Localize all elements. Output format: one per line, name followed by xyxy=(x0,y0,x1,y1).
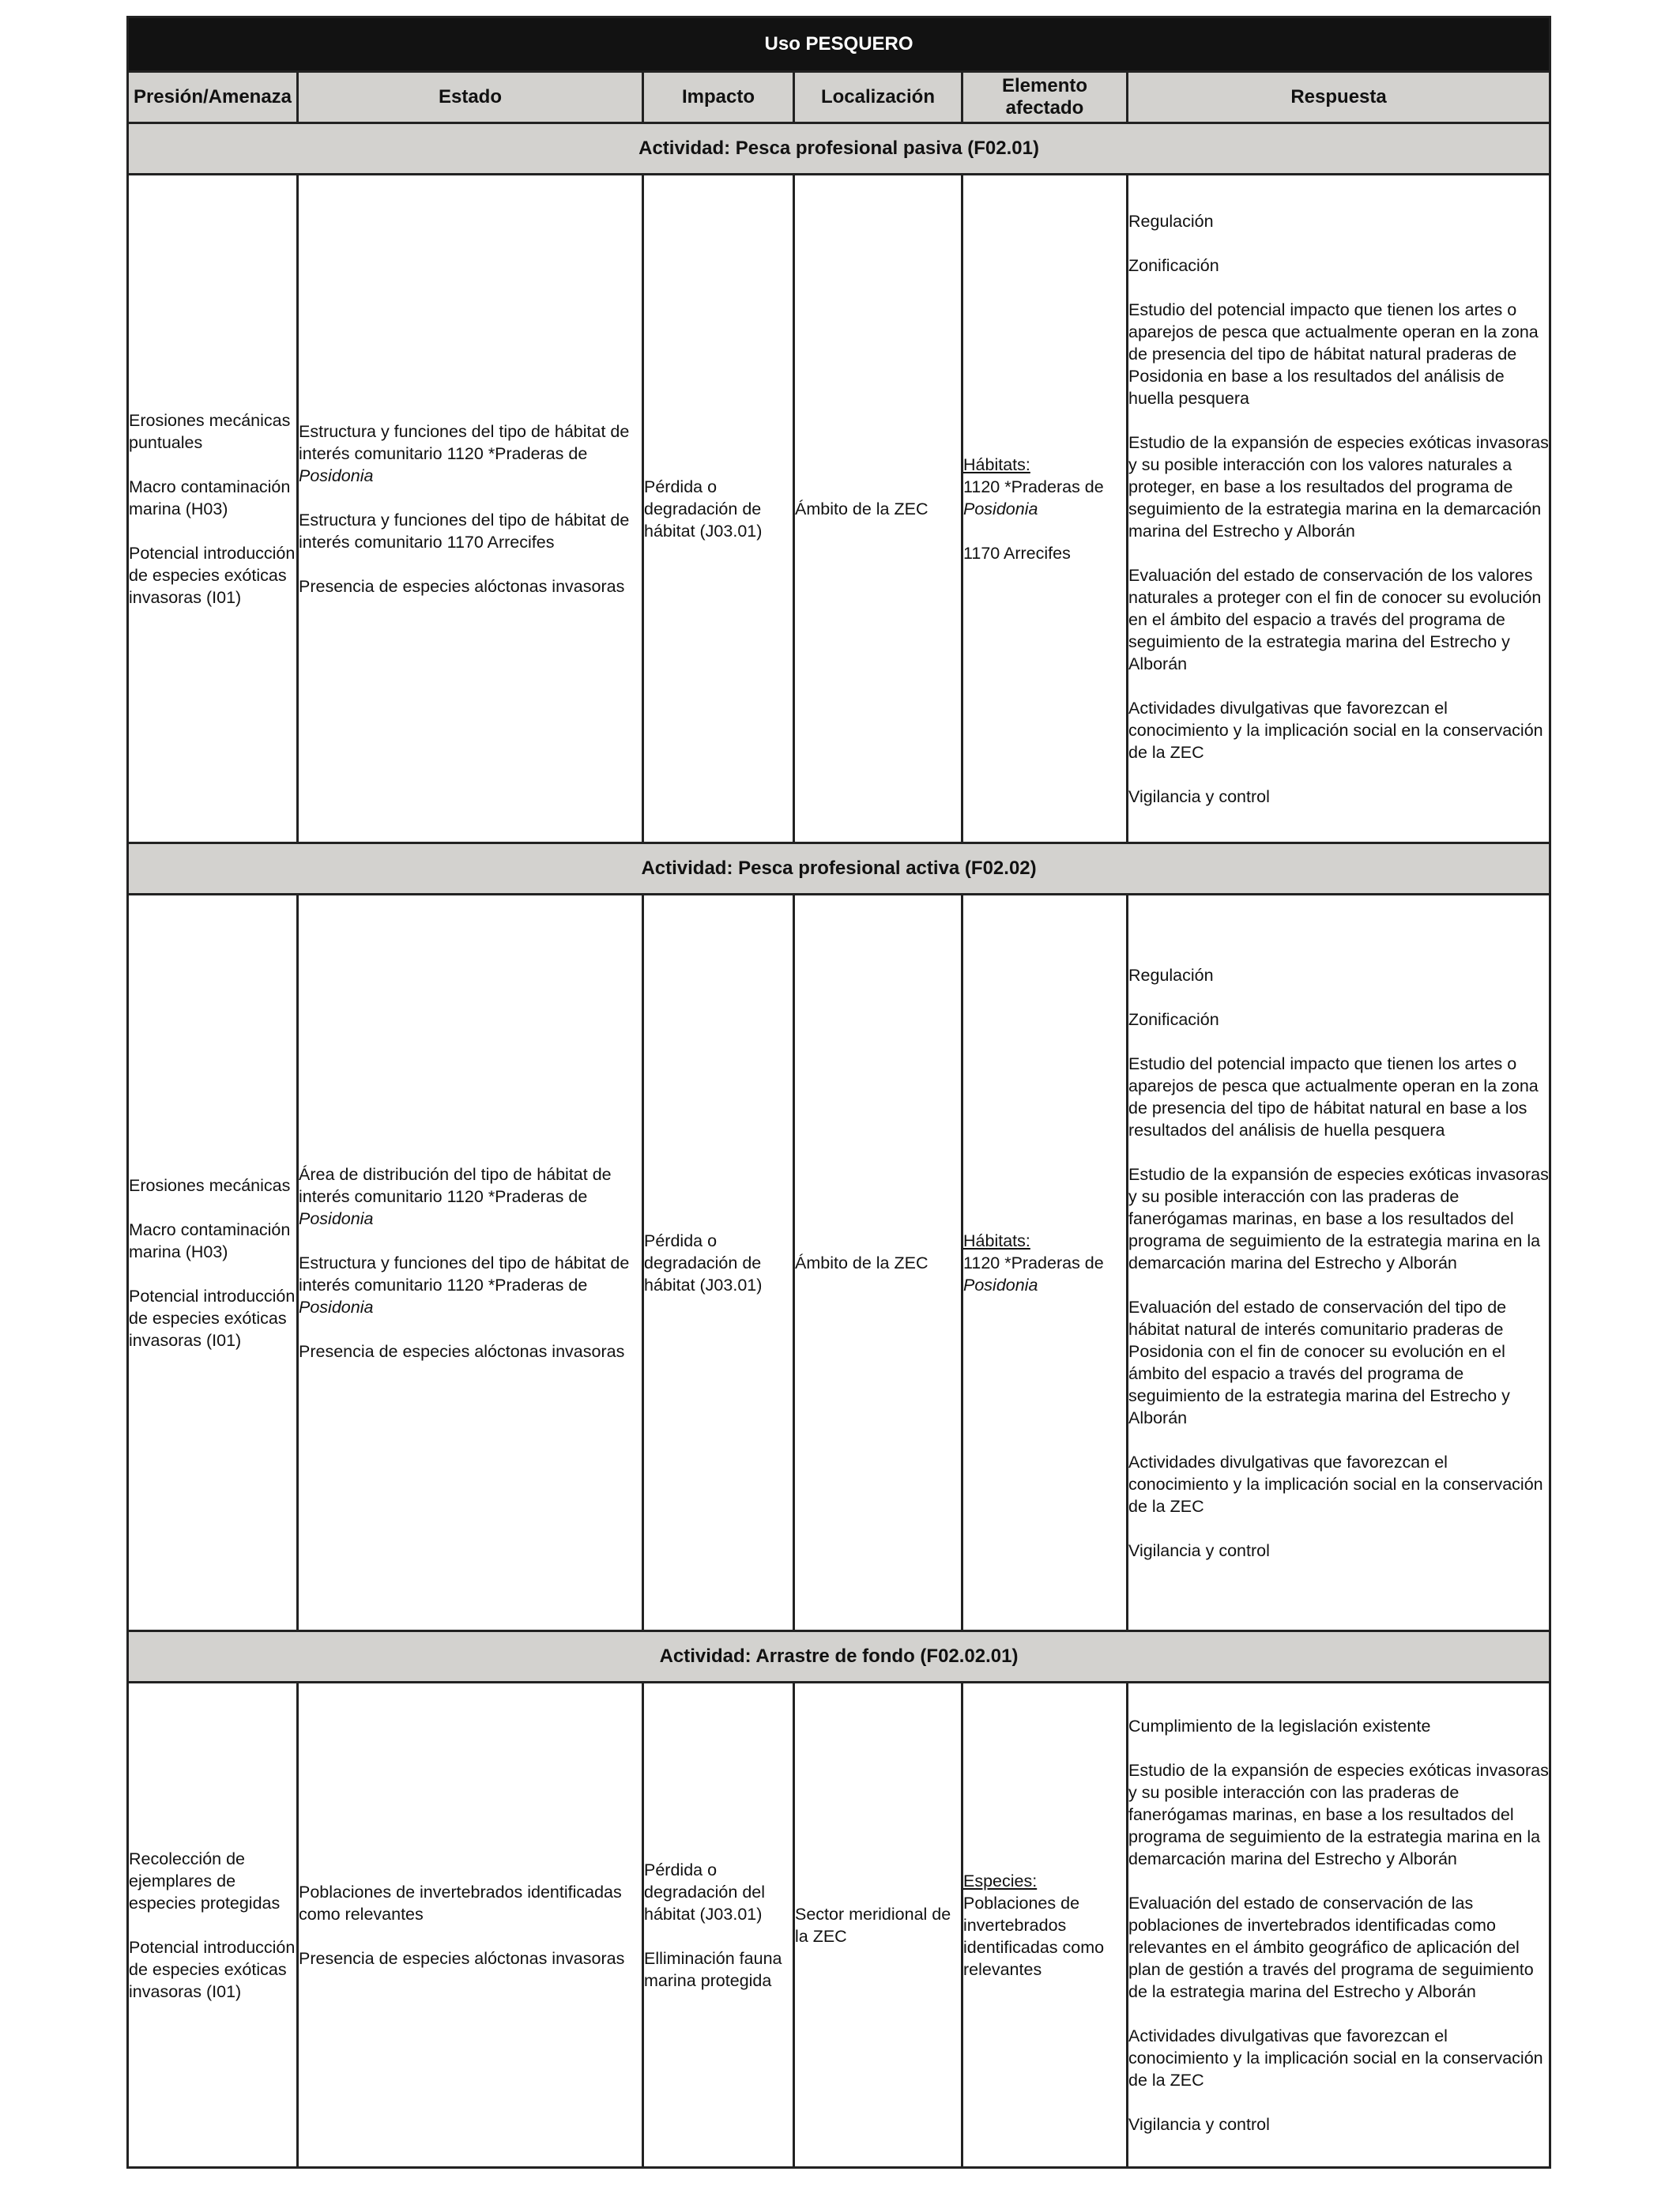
estado-item xyxy=(299,1163,642,1230)
header-presion: Presión/Amenaza xyxy=(128,72,298,123)
presion-cell xyxy=(128,1683,298,2168)
presion-item: Potencial introducción de especies exóticas invasoras (I01) xyxy=(129,1286,296,1350)
paragraph-gap xyxy=(299,1318,642,1340)
respuesta-item: Estudio del potencial impacto que tienen los artes o aparejos de pesca que actualmente operan en la zona de presencia del tipo de hábitat natural en base a los resultados del análisis de huella pesquera xyxy=(1128,1054,1539,1140)
paragraph-gap xyxy=(1128,409,1549,432)
estado-item-text: Presencia de especies alóctonas invasoras xyxy=(299,1948,625,1968)
elemento-label: Hábitats: xyxy=(963,1231,1030,1250)
estado-item xyxy=(299,1252,642,1318)
respuesta-item: Evaluación del estado de conservación del tipo de hábitat natural de interés comunitario praderas de Posidonia con el fin de conocer su evolución en el ámbito del espacio a través del programa de seguimiento de la estrategia marina del Estrecho y Alborán xyxy=(1128,1297,1510,1427)
presion-item: Erosiones mecánicas xyxy=(129,1175,291,1195)
impacto-cell xyxy=(643,175,794,843)
respuesta-cell xyxy=(1128,895,1550,1631)
estado-cell xyxy=(298,175,643,843)
header-elemento: Elemento afectado xyxy=(962,72,1128,123)
paragraph-gap xyxy=(129,454,296,476)
elemento-cell xyxy=(962,175,1128,843)
paragraph-gap xyxy=(1128,1031,1549,1053)
section-title: Actividad: Arrastre de fondo (F02.02.01) xyxy=(128,1631,1550,1683)
estado-item-text: Área de distribución del tipo de hábitat de interés comunitario 1120 *Praderas de xyxy=(299,1164,612,1206)
elemento-item-italic: Posidonia xyxy=(963,1275,1038,1295)
section-title: Actividad: Pesca profesional activa (F02.02) xyxy=(128,843,1550,895)
paragraph-gap xyxy=(1128,1429,1549,1451)
impacto-item: Pérdida o degradación de hábitat (J03.01) xyxy=(644,477,763,541)
respuesta-item: Vigilancia y control xyxy=(1128,786,1270,806)
respuesta-item: Zonificación xyxy=(1128,1009,1219,1029)
respuesta-item: Estudio de la expansión de especies exóticas invasoras y su posible interacción con las praderas de fanerógamas marinas, en base a los resultados del programa de seguimiento de la estrategia marina en la demarcación marina del Estrecho y Alborán xyxy=(1128,1760,1549,1868)
respuesta-item: Regulación xyxy=(1128,965,1214,985)
impacto-cell xyxy=(643,1683,794,2168)
header-estado: Estado xyxy=(298,72,643,123)
respuesta-item: Vigilancia y control xyxy=(1128,2114,1270,2134)
estado-cell xyxy=(298,895,643,1631)
estado-item xyxy=(299,575,642,598)
elemento-item-italic: Posidonia xyxy=(963,499,1038,518)
paragraph-gap xyxy=(1128,1517,1549,1540)
estado-item xyxy=(299,420,642,487)
paragraph-gap xyxy=(129,1197,296,1219)
respuesta-item: Actividades divulgativas que favorezcan el conocimiento y la implicación social en la conservación de la ZEC xyxy=(1128,2026,1543,2090)
estado-item xyxy=(299,1340,642,1363)
estado-item-text: Estructura y funciones del tipo de hábitat de interés comunitario 1120 *Praderas de xyxy=(299,421,630,463)
localizacion-cell xyxy=(794,175,962,843)
presion-item: Macro contaminación marina (H03) xyxy=(129,1220,291,1261)
respuesta-item: Actividades divulgativas que favorezcan el conocimiento y la implicación social en la conservación de la ZEC xyxy=(1128,1452,1543,1516)
data-row xyxy=(128,895,1550,1631)
respuesta-item: Evaluación del estado de conservación de los valores naturales a proteger con el fin de conocer su evolución en el ámbito del espacio a través del programa de seguimiento de la estrategia marina del Estrecho y Alborán xyxy=(1128,565,1542,673)
paragraph-gap xyxy=(1128,2091,1549,2113)
paragraph-gap xyxy=(1128,2003,1549,2025)
data-row xyxy=(128,1683,1550,2168)
elemento-item xyxy=(963,1252,1126,1296)
respuesta-item: Regulación xyxy=(1128,211,1214,231)
presion-item: Recolección de ejemplares de especies protegidas xyxy=(129,1849,281,1913)
paragraph-gap xyxy=(1128,1737,1549,1759)
paragraph-gap xyxy=(1128,232,1549,254)
elemento-cell xyxy=(962,895,1128,1631)
paragraph-gap xyxy=(644,1925,793,1947)
estado-item-italic: Posidonia xyxy=(299,466,374,485)
estado-cell xyxy=(298,1683,643,2168)
paragraph-gap xyxy=(1128,675,1549,697)
paragraph-gap xyxy=(1128,1141,1549,1163)
estado-item xyxy=(299,1947,642,1970)
paragraph-gap xyxy=(1128,763,1549,786)
header-respuesta: Respuesta xyxy=(1128,72,1550,123)
elemento-label: Hábitats: xyxy=(963,454,1030,474)
respuesta-item: Cumplimiento de la legislación existente xyxy=(1128,1716,1431,1736)
estado-item-italic: Posidonia xyxy=(299,1208,374,1228)
paragraph-gap xyxy=(129,1914,296,1936)
paragraph-gap xyxy=(299,487,642,509)
localizacion-item: Ámbito de la ZEC xyxy=(795,499,929,518)
localizacion-item: Sector meridional de la ZEC xyxy=(795,1904,951,1946)
impacto-item: Pérdida o degradación de hábitat (J03.01) xyxy=(644,1231,763,1295)
impacto-cell xyxy=(643,895,794,1631)
localizacion-cell xyxy=(794,895,962,1631)
paragraph-gap xyxy=(129,1263,296,1285)
header-localizacion: Localización xyxy=(794,72,962,123)
section-row xyxy=(128,1631,1550,1683)
paragraph-gap xyxy=(963,520,1126,542)
respuesta-item: Zonificación xyxy=(1128,255,1219,275)
estado-item-text: Presencia de especies alóctonas invasoras xyxy=(299,576,625,596)
header-impacto: Impacto xyxy=(643,72,794,123)
respuesta-item: Vigilancia y control xyxy=(1128,1540,1270,1560)
presion-item: Erosiones mecánicas puntuales xyxy=(129,410,291,452)
elemento-item-text: 1170 Arrecifes xyxy=(963,543,1071,563)
elemento-item-text: 1120 *Praderas de xyxy=(963,1253,1104,1272)
presion-item: Potencial introducción de especies exóticas invasoras (I01) xyxy=(129,1937,296,2001)
estado-item-text: Estructura y funciones del tipo de hábitat de interés comunitario 1120 *Praderas de xyxy=(299,1253,630,1295)
localizacion-cell xyxy=(794,1683,962,2168)
section-title: Actividad: Pesca profesional pasiva (F02.01) xyxy=(128,123,1550,175)
elemento-item xyxy=(963,542,1126,564)
paragraph-gap xyxy=(299,1230,642,1252)
respuesta-item: Estudio de la expansión de especies exóticas invasoras y su posible interacción con las praderas de fanerógamas marinas, en base a los resultados del programa de seguimiento de la estrategia marina en la demarcación marina del Estrecho y Alborán xyxy=(1128,1164,1549,1272)
respuesta-cell xyxy=(1128,1683,1550,2168)
elemento-item xyxy=(963,476,1126,520)
respuesta-item: Evaluación del estado de conservación de las poblaciones de invertebrados identificadas como relevantes en el ámbito geográfico de aplicación del plan de gestión a través del programa de seguimiento de la estrategia marina del Estrecho y Alborán xyxy=(1128,1893,1534,2001)
respuesta-item: Actividades divulgativas que favorezcan el conocimiento y la implicación social en la conservación de la ZEC xyxy=(1128,698,1543,762)
elemento-item-text: Poblaciones de invertebrados identificadas como relevantes xyxy=(963,1893,1105,1979)
paragraph-gap xyxy=(1128,1870,1549,1892)
paragraph-gap xyxy=(1128,542,1549,564)
localizacion-item: Ámbito de la ZEC xyxy=(795,1253,929,1272)
elemento-label: Especies: xyxy=(963,1871,1038,1891)
estado-item-text: Estructura y funciones del tipo de hábitat de interés comunitario 1170 Arrecifes xyxy=(299,510,630,552)
presion-cell xyxy=(128,895,298,1631)
estado-item-italic: Posidonia xyxy=(299,1297,374,1317)
impacto-item: Elliminación fauna marina protegida xyxy=(644,1948,782,1990)
presion-cell xyxy=(128,175,298,843)
estado-item-text: Poblaciones de invertebrados identificadas como relevantes xyxy=(299,1882,622,1924)
data-row xyxy=(128,175,1550,843)
paragraph-gap xyxy=(1128,1274,1549,1296)
respuesta-cell xyxy=(1128,175,1550,843)
estado-item xyxy=(299,1881,642,1925)
table-title: Uso PESQUERO xyxy=(128,17,1550,72)
section-row xyxy=(128,123,1550,175)
estado-item-text: Presencia de especies alóctonas invasoras xyxy=(299,1341,625,1361)
presion-item: Potencial introducción de especies exóticas invasoras (I01) xyxy=(129,543,296,607)
paragraph-gap xyxy=(299,553,642,575)
elemento-item xyxy=(963,1892,1126,1981)
respuesta-item: Estudio de la expansión de especies exóticas invasoras y su posible interacción con los valores naturales a proteger, en base a los resultados del programa de seguimiento de la estrategia marina en la demarcación marina del Estrecho y Alborán xyxy=(1128,432,1549,541)
estado-item xyxy=(299,509,642,553)
paragraph-gap xyxy=(1128,277,1549,299)
elemento-cell xyxy=(962,1683,1128,2168)
pesquero-table xyxy=(126,16,1551,2169)
impacto-item: Pérdida o degradación del hábitat (J03.01) xyxy=(644,1860,766,1924)
presion-item: Macro contaminación marina (H03) xyxy=(129,477,291,518)
section-row xyxy=(128,843,1550,895)
paragraph-gap xyxy=(129,520,296,542)
respuesta-item: Estudio del potencial impacto que tienen los artes o aparejos de pesca que actualmente operan en la zona de presencia del tipo de hábitat natural praderas de Posidonia en base a los resultados del análisis de huella pesquera xyxy=(1128,300,1539,408)
elemento-item-text: 1120 *Praderas de xyxy=(963,477,1104,496)
paragraph-gap xyxy=(1128,986,1549,1008)
paragraph-gap xyxy=(299,1925,642,1947)
